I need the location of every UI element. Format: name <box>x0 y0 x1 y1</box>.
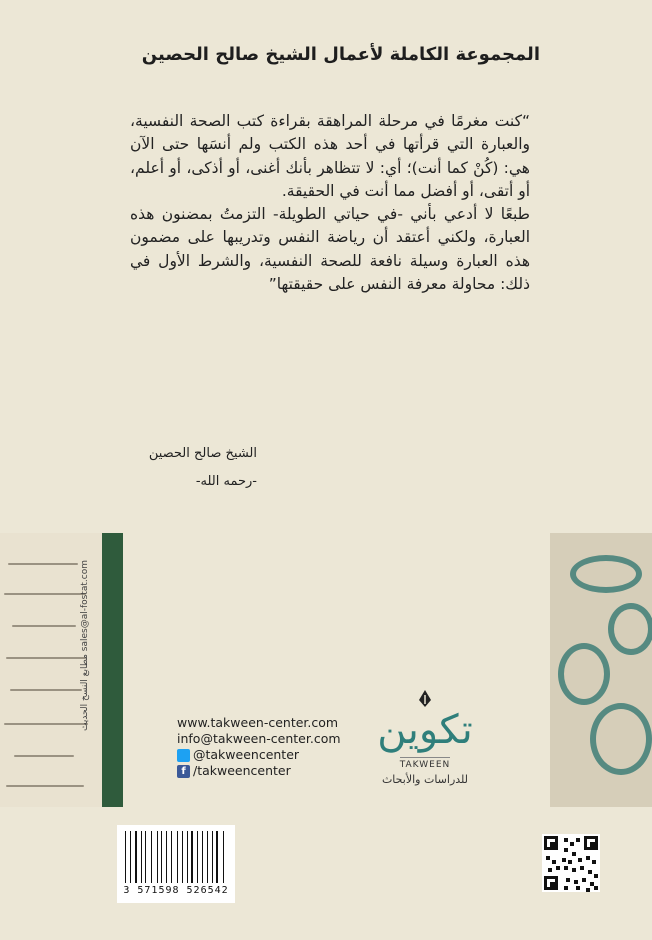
pen-nib-icon <box>415 690 435 708</box>
facebook-icon: f <box>177 765 190 778</box>
publisher-logo <box>375 690 475 800</box>
author-note: -رحمه الله- <box>195 474 257 489</box>
email-link[interactable]: info@takween-center.com <box>177 731 341 746</box>
website-link[interactable]: www.takween-center.com <box>177 715 339 730</box>
isbn-barcode <box>117 825 235 903</box>
twitter-icon <box>177 749 190 762</box>
green-accent-bar <box>102 533 123 807</box>
logo-arabic: تكوين <box>377 707 473 753</box>
qr-code[interactable] <box>542 834 600 892</box>
quote-block <box>130 110 530 296</box>
barcode-number: 3 571598 526542 <box>123 885 229 896</box>
facebook-link[interactable]: f /takweencenter <box>177 763 367 779</box>
logo-english: TAKWEEN <box>400 757 451 770</box>
author-name: الشيخ صالح الحصين <box>148 446 257 461</box>
quote-paragraph-2: طبعًا لا أدعي بأني -في حياتي الطويلة- التزمتُ بمضنون هذه العبارة، ولكني أعتقد أن رياضة النفس وتدريبها على مضمون هذه العبارة وسيلة نافعة للصحة النفسية، والشرط الأول في ذلك: محاولة معرفة النفس على حقيقتها” <box>130 205 530 294</box>
author-block <box>57 440 257 496</box>
series-title: المجموعة الكاملة لأعمال الشيخ صالح الحصين <box>141 44 540 65</box>
quote-paragraph-1: “كنت مغرمًا في مرحلة المراهقة بقراءة كتب الصحة النفسية، والعبارة التي قرأتها في أحد هذه الكتب ولم أنسَها حتى الآن هي: (كُنْ كما أنت)؛ أي: لا تتظاهر بأنك أغنى، أو أذكى، أو أعلم، أو أتقى، أو أفضل مما أنت في الحقيقة. <box>130 112 530 200</box>
barcode-bars <box>125 831 227 883</box>
twitter-link[interactable]: @takweencenter <box>177 747 367 763</box>
logo-subtitle: للدراسات والأبحاث <box>381 773 469 786</box>
calligraphy-image-right <box>550 533 652 807</box>
contact-info <box>177 715 367 779</box>
printer-credit: مطابع النسخ الحديث sales@al-fostat.com <box>80 560 90 731</box>
